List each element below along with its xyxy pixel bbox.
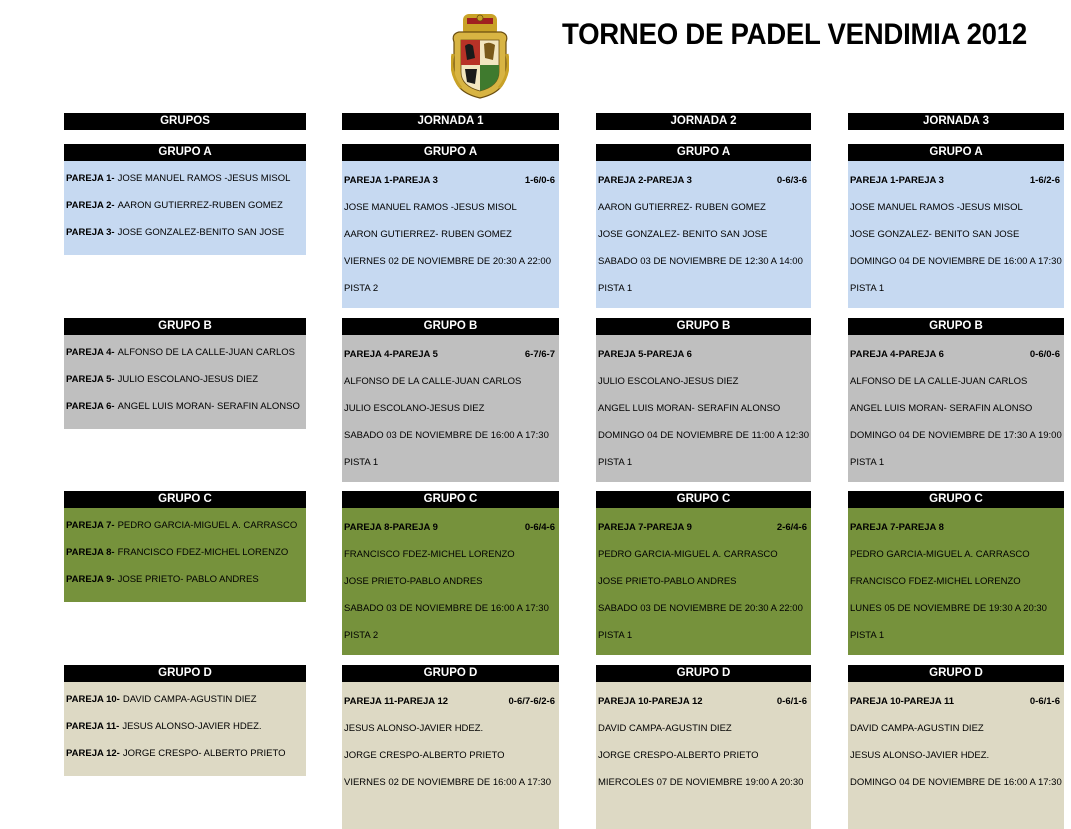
match-title: PAREJA 1-PAREJA 3	[850, 175, 944, 186]
team-1-names-text: FRANCISCO FDEZ-MICHEL LORENZO	[344, 549, 515, 560]
match-title: PAREJA 10-PAREJA 11	[850, 696, 955, 707]
match-title: PAREJA 8-PAREJA 9	[344, 522, 438, 533]
match-datetime-text: VIERNES 02 DE NOVIEMBRE DE 20:30 A 22:00	[344, 256, 551, 267]
court-label	[850, 457, 1060, 468]
group-header: GRUPO A	[342, 144, 559, 161]
group-header: GRUPO C	[596, 491, 811, 508]
team-1-names	[598, 723, 807, 734]
pair-id: PAREJA 10-	[66, 694, 120, 705]
group-header: GRUPO C	[848, 491, 1064, 508]
team-1-names-text: PEDRO GARCIA-MIGUEL A. CARRASCO	[850, 549, 1030, 560]
match-datetime	[850, 256, 1060, 267]
match-datetime-text: SABADO 03 DE NOVIEMBRE DE 20:30 A 22:00	[598, 603, 803, 614]
coat-of-arms-logo	[451, 14, 509, 100]
court-label-text: PISTA 1	[850, 283, 885, 294]
group-header: GRUPO A	[596, 144, 811, 161]
pair-names: JOSE MANUEL RAMOS -JESUS MISOL	[117, 173, 291, 184]
team-1-names	[344, 376, 555, 387]
court-label	[850, 630, 1060, 641]
match-row	[850, 696, 1060, 707]
team-1-names-text: AARON GUTIERREZ- RUBEN GOMEZ	[598, 202, 766, 213]
team-2-names-text: JOSE PRIETO-PABLO ANDRES	[598, 576, 737, 587]
match-row	[598, 175, 807, 186]
pair-names: ANGEL LUIS MORAN- SERAFIN ALONSO	[117, 401, 300, 412]
court-label	[344, 457, 555, 468]
match-datetime	[344, 430, 555, 441]
match-title: PAREJA 4-PAREJA 5	[344, 349, 438, 360]
team-1-names-text: DAVID CAMPA-AGUSTIN DIEZ	[850, 723, 984, 734]
team-2-names	[850, 229, 1060, 240]
court-label	[344, 630, 555, 641]
match-row	[850, 522, 1060, 533]
column-header-j1: JORNADA 1	[342, 113, 559, 130]
pair-row	[66, 748, 302, 759]
match-datetime	[598, 777, 807, 788]
pair-names: JORGE CRESPO- ALBERTO PRIETO	[122, 748, 286, 759]
pair-row	[66, 374, 302, 385]
pair-id: PAREJA 8-	[66, 547, 115, 558]
court-label	[598, 283, 807, 294]
team-2-names	[598, 576, 807, 587]
pair-names: AARON GUTIERREZ-RUBEN GOMEZ	[117, 200, 283, 211]
match-title: PAREJA 7-PAREJA 8	[850, 522, 944, 533]
match-title: PAREJA 2-PAREJA 3	[598, 175, 692, 186]
group-header: GRUPO C	[64, 491, 306, 508]
team-2-names-text: JULIO ESCOLANO-JESUS DIEZ	[344, 403, 485, 414]
match-title: PAREJA 5-PAREJA 6	[598, 349, 692, 360]
team-1-names	[344, 549, 555, 560]
match-block	[342, 335, 559, 482]
court-label-text: PISTA 1	[344, 457, 379, 468]
match-datetime-text: DOMINGO 04 DE NOVIEMBRE DE 11:00 A 12:30	[598, 430, 810, 441]
team-2-names-text: ANGEL LUIS MORAN- SERAFIN ALONSO	[850, 403, 1033, 414]
match-score: 6-7/6-7	[524, 349, 555, 360]
match-block	[596, 508, 811, 655]
pair-row	[66, 173, 302, 184]
group-header: GRUPO B	[596, 318, 811, 335]
court-label-text: PISTA 1	[598, 283, 633, 294]
pair-row	[66, 721, 302, 732]
match-row	[598, 522, 807, 533]
court-label-text: PISTA 2	[344, 283, 379, 294]
team-2-names-text: JESUS ALONSO-JAVIER HDEZ.	[850, 750, 990, 761]
group-header: GRUPO D	[64, 665, 306, 682]
match-datetime	[850, 430, 1060, 441]
pair-id: PAREJA 7-	[66, 520, 115, 531]
pair-names: ALFONSO DE LA CALLE-JUAN CARLOS	[117, 347, 295, 358]
pairs-block	[64, 161, 306, 255]
pair-names: PEDRO GARCIA-MIGUEL A. CARRASCO	[117, 520, 298, 531]
pair-row	[66, 401, 302, 412]
match-datetime-text: MIERCOLES 07 DE NOVIEMBRE 19:00 A 20:30	[598, 777, 804, 788]
pair-names: DAVID CAMPA-AGUSTIN DIEZ	[122, 694, 257, 705]
court-label-text: PISTA 1	[598, 630, 633, 641]
match-title: PAREJA 11-PAREJA 12	[344, 696, 449, 707]
team-2-names	[850, 576, 1060, 587]
team-2-names-text: JORGE CRESPO-ALBERTO PRIETO	[344, 750, 505, 761]
pair-names: JOSE PRIETO- PABLO ANDRES	[117, 574, 259, 585]
pair-row	[66, 227, 302, 238]
match-datetime	[598, 256, 807, 267]
pair-id: PAREJA 6-	[66, 401, 115, 412]
group-header: GRUPO A	[848, 144, 1064, 161]
group-header: GRUPO D	[342, 665, 559, 682]
match-score: 0-6/4-6	[524, 522, 555, 533]
match-datetime-text: SABADO 03 DE NOVIEMBRE DE 16:00 A 17:30	[344, 603, 549, 614]
pair-id: PAREJA 3-	[66, 227, 115, 238]
pair-row	[66, 520, 302, 531]
match-row	[850, 175, 1060, 186]
pair-id: PAREJA 1-	[66, 173, 115, 184]
match-datetime-text: DOMINGO 04 DE NOVIEMBRE DE 16:00 A 17:30	[850, 777, 1062, 788]
team-1-names-text: ALFONSO DE LA CALLE-JUAN CARLOS	[344, 376, 522, 387]
pair-row	[66, 347, 302, 358]
match-score: 0-6/3-6	[776, 175, 807, 186]
pair-row	[66, 694, 302, 705]
pair-names: FRANCISCO FDEZ-MICHEL LORENZO	[117, 547, 289, 558]
court-label	[850, 283, 1060, 294]
team-1-names-text: JULIO ESCOLANO-JESUS DIEZ	[598, 376, 739, 387]
team-1-names	[598, 376, 807, 387]
page-title: TORNEO DE PADEL VENDIMIA 2012	[562, 18, 1027, 51]
team-2-names	[598, 229, 807, 240]
pair-id: PAREJA 9-	[66, 574, 115, 585]
match-block	[596, 335, 811, 482]
match-title: PAREJA 4-PAREJA 6	[850, 349, 944, 360]
court-label-text: PISTA 1	[598, 457, 633, 468]
court-label	[598, 457, 807, 468]
team-1-names	[850, 723, 1060, 734]
team-1-names-text: JESUS ALONSO-JAVIER HDEZ.	[344, 723, 484, 734]
team-1-names	[598, 202, 807, 213]
match-row	[344, 175, 555, 186]
team-2-names-text: ANGEL LUIS MORAN- SERAFIN ALONSO	[598, 403, 781, 414]
match-row	[344, 696, 555, 707]
match-datetime	[344, 256, 555, 267]
match-datetime	[598, 603, 807, 614]
team-2-names-text: AARON GUTIERREZ- RUBEN GOMEZ	[344, 229, 512, 240]
match-block	[342, 161, 559, 308]
team-2-names	[344, 403, 555, 414]
match-datetime	[344, 777, 555, 788]
column-header-j3: JORNADA 3	[848, 113, 1064, 130]
team-1-names-text: DAVID CAMPA-AGUSTIN DIEZ	[598, 723, 732, 734]
match-datetime-text: VIERNES 02 DE NOVIEMBRE DE 16:00 A 17:30	[344, 777, 551, 788]
match-score: 2-6/4-6	[776, 522, 807, 533]
pairs-block	[64, 335, 306, 429]
team-1-names	[598, 549, 807, 560]
match-datetime-text: DOMINGO 04 DE NOVIEMBRE DE 17:30 A 19:00	[850, 430, 1062, 441]
team-1-names	[344, 202, 555, 213]
pair-row	[66, 574, 302, 585]
team-1-names	[344, 723, 555, 734]
team-2-names	[850, 750, 1060, 761]
court-label-text: PISTA 2	[344, 630, 379, 641]
team-1-names-text: JOSE MANUEL RAMOS -JESUS MISOL	[850, 202, 1023, 213]
pair-id: PAREJA 11-	[66, 721, 120, 732]
match-title: PAREJA 1-PAREJA 3	[344, 175, 438, 186]
pair-id: PAREJA 12-	[66, 748, 120, 759]
team-2-names	[598, 403, 807, 414]
team-2-names-text: JOSE GONZALEZ- BENITO SAN JOSE	[598, 229, 768, 240]
team-2-names	[598, 750, 807, 761]
court-label-text: PISTA 1	[850, 457, 885, 468]
match-block	[848, 161, 1064, 308]
court-label-text: PISTA 1	[850, 630, 885, 641]
group-header: GRUPO A	[64, 144, 306, 161]
match-score: 0-6/1-6	[776, 696, 807, 707]
pair-row	[66, 200, 302, 211]
team-1-names-text: PEDRO GARCIA-MIGUEL A. CARRASCO	[598, 549, 778, 560]
match-datetime-text: SABADO 03 DE NOVIEMBRE DE 16:00 A 17:30	[344, 430, 549, 441]
pair-names: JESUS ALONSO-JAVIER HDEZ.	[122, 721, 262, 732]
match-block	[848, 335, 1064, 482]
pairs-block	[64, 508, 306, 602]
match-score: 0-6/7-6/2-6	[508, 696, 555, 707]
match-block	[596, 161, 811, 308]
team-2-names-text: JOSE PRIETO-PABLO ANDRES	[344, 576, 483, 587]
team-1-names-text: JOSE MANUEL RAMOS -JESUS MISOL	[344, 202, 517, 213]
match-row	[598, 349, 807, 360]
group-header: GRUPO D	[596, 665, 811, 682]
group-header: GRUPO B	[848, 318, 1064, 335]
court-label	[344, 283, 555, 294]
match-row	[850, 349, 1060, 360]
group-header: GRUPO C	[342, 491, 559, 508]
pair-id: PAREJA 4-	[66, 347, 115, 358]
group-header: GRUPO B	[64, 318, 306, 335]
pair-id: PAREJA 5-	[66, 374, 115, 385]
team-2-names	[850, 403, 1060, 414]
match-datetime	[850, 603, 1060, 614]
group-header: GRUPO B	[342, 318, 559, 335]
team-2-names-text: JORGE CRESPO-ALBERTO PRIETO	[598, 750, 759, 761]
match-score: 0-6/0-6	[1029, 349, 1060, 360]
match-score: 0-6/1-6	[1029, 696, 1060, 707]
pair-id: PAREJA 2-	[66, 200, 115, 211]
match-datetime-text: DOMINGO 04 DE NOVIEMBRE DE 16:00 A 17:30	[850, 256, 1062, 267]
match-title: PAREJA 7-PAREJA 9	[598, 522, 692, 533]
team-2-names-text: FRANCISCO FDEZ-MICHEL LORENZO	[850, 576, 1021, 587]
team-2-names	[344, 750, 555, 761]
match-block	[342, 508, 559, 655]
court-label	[598, 630, 807, 641]
pair-names: JULIO ESCOLANO-JESUS DIEZ	[117, 374, 258, 385]
pairs-block	[64, 682, 306, 776]
team-1-names	[850, 202, 1060, 213]
match-row	[344, 522, 555, 533]
group-header: GRUPO D	[848, 665, 1064, 682]
column-header-grupos: GRUPOS	[64, 113, 306, 130]
match-datetime-text: LUNES 05 DE NOVIEMBRE DE 19:30 A 20:30	[850, 603, 1047, 614]
match-datetime	[850, 777, 1060, 788]
match-title: PAREJA 10-PAREJA 12	[598, 696, 703, 707]
match-row	[598, 696, 807, 707]
match-datetime	[344, 603, 555, 614]
column-header-j2: JORNADA 2	[596, 113, 811, 130]
match-score: 1-6/2-6	[1029, 175, 1060, 186]
match-block	[848, 508, 1064, 655]
match-datetime-text: SABADO 03 DE NOVIEMBRE DE 12:30 A 14:00	[598, 256, 803, 267]
team-1-names-text: ALFONSO DE LA CALLE-JUAN CARLOS	[850, 376, 1028, 387]
pair-names: JOSE GONZALEZ-BENITO SAN JOSE	[117, 227, 285, 238]
team-2-names	[344, 229, 555, 240]
match-datetime	[598, 430, 810, 441]
match-score: 1-6/0-6	[524, 175, 555, 186]
team-1-names	[850, 549, 1060, 560]
team-2-names	[344, 576, 555, 587]
team-1-names	[850, 376, 1060, 387]
team-2-names-text: JOSE GONZALEZ- BENITO SAN JOSE	[850, 229, 1020, 240]
pair-row	[66, 547, 302, 558]
match-row	[344, 349, 555, 360]
